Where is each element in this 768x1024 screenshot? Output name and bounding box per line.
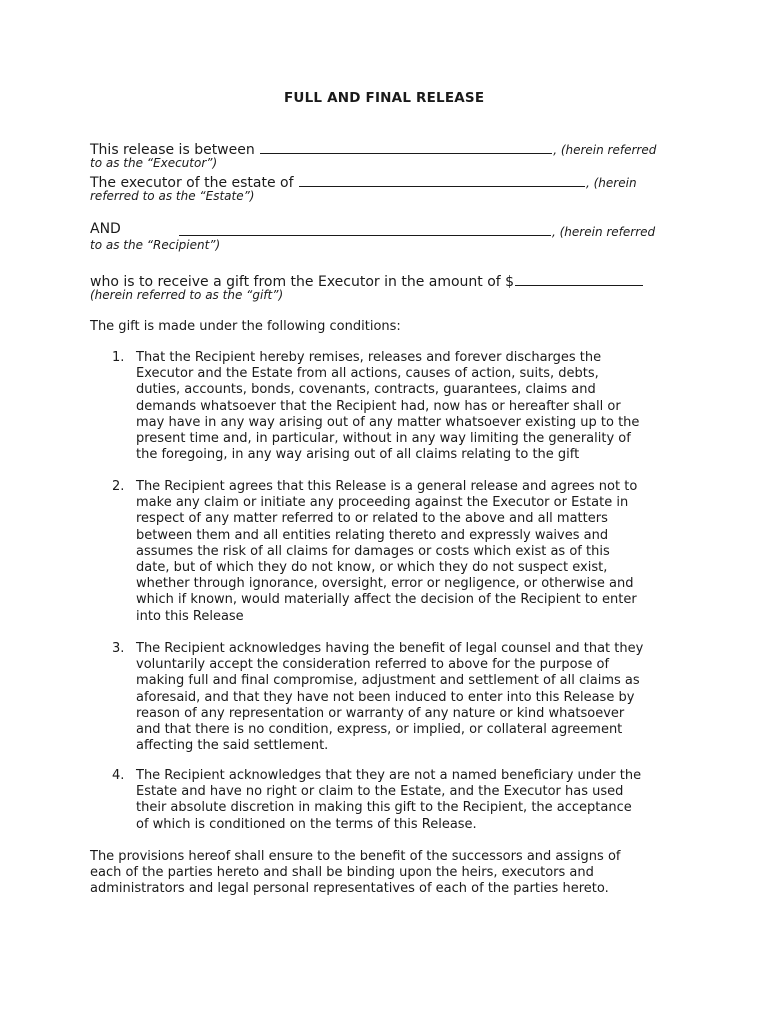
clause-line: assumes the risk of all claims for damages or costs which exist as of this [136, 543, 610, 559]
closing-paragraph [90, 849, 620, 898]
estate-suffix: , (herein [586, 176, 637, 190]
clause-line: aforesaid, and that they have not been induced to enter into this Release by [136, 689, 635, 705]
clause-line: That the Recipient hereby remises, releases and forever discharges the [136, 350, 602, 365]
clause-line: demands whatsoever that the Recipient had, now has or hereafter shall or [136, 398, 621, 414]
estate-note: referred to as the “Estate”) [90, 189, 255, 203]
clause-line: date, but of which they do not know, or which they do not suspect exist, [136, 560, 608, 576]
executor-intro: This release is between [90, 142, 255, 158]
clause-line: The Recipient agrees that this Release is a general release and agrees not to [136, 479, 638, 494]
estate-name-blank[interactable] [299, 172, 585, 187]
recipient-line [178, 221, 655, 240]
recipient-note: to as the “Recipient”) [90, 238, 221, 252]
gift-note: (herein referred to as the “gift”) [90, 288, 284, 302]
closing-line: each of the parties hereto and shall be binding upon the heirs, executors and [90, 865, 594, 881]
clause-line: make any claim or initiate any proceeding against the Executor or Estate in [136, 495, 629, 511]
clause-line: into this Release [136, 608, 244, 624]
clause-line: respect of any matter referred to or related to the above and all matters [136, 511, 608, 527]
clause-line: which if known, would materially affect the decision of the Recipient to enter [136, 592, 637, 608]
clause-text [136, 768, 688, 833]
clause-number: 3. [112, 641, 125, 656]
clause-line: their absolute discretion in making this gift to the Recipient, the acceptance [136, 800, 632, 816]
clause-line: The Recipient acknowledges having the benefit of legal counsel and that they [136, 641, 644, 656]
clause-number: 1. [112, 350, 125, 365]
executor-note: to as the “Executor”) [90, 156, 218, 170]
clause-line: The Recipient acknowledges that they are not a named beneficiary under the [136, 768, 642, 783]
clause-line: the foregoing, in any way arising out of all claims relating to the gift [136, 447, 580, 463]
conditions-intro: The gift is made under the following conditions: [90, 319, 401, 334]
recipient-intro: AND [90, 221, 121, 237]
gift-intro: who is to receive a gift from the Executor in the amount of $ [90, 274, 515, 290]
estate-intro: The executor of the estate of [90, 175, 294, 191]
clause-line: of which is conditioned on the terms of this Release. [136, 816, 477, 832]
executor-suffix: , (herein referred [553, 143, 657, 157]
recipient-name-blank[interactable] [179, 221, 551, 236]
clause-line: between them and all entities relating thereto and expressly waives and [136, 527, 609, 543]
clause-line: Estate and have no right or claim to the Estate, and the Executor has used [136, 784, 624, 800]
clause-line: may have in any way arising out of any matter whatsoever existing up to the [136, 414, 640, 430]
clause-line: voluntarily accept the consideration referred to above for the purpose of [136, 657, 610, 673]
clause-line: affecting the said settlement. [136, 738, 329, 754]
clause-line: and that there is no condition, express, or implied, or collateral agreement [136, 722, 623, 738]
recipient-suffix: , (herein referred [552, 225, 656, 239]
clause-line: making full and final compromise, adjustment and settlement of all claims as [136, 673, 640, 689]
clause-number: 4. [112, 768, 125, 783]
clause-text [136, 641, 688, 754]
clause-line: duties, accounts, bonds, covenants, contracts, guarantees, claims and [136, 382, 596, 398]
clause-text [136, 479, 688, 625]
clause-number: 2. [112, 479, 125, 494]
closing-line: The provisions hereof shall ensure to the benefit of the successors and assigns of [90, 849, 621, 864]
document-title: FULL AND FINAL RELEASE [284, 90, 485, 106]
executor-name-blank[interactable] [260, 139, 552, 154]
gift-amount-blank[interactable] [515, 271, 643, 286]
clause-text [136, 350, 688, 463]
clause-line: reason of any representation or warranty of any nature or kind whatsoever [136, 705, 625, 721]
clause-line: whether through ignorance, oversight, error or negligence, or otherwise and [136, 576, 634, 592]
closing-line: administrators and legal personal representatives of each of the parties hereto. [90, 881, 609, 897]
clause-line: present time and, in particular, without in any way limiting the generality of [136, 431, 631, 447]
clause-line: Executor and the Estate from all actions, causes of action, suits, debts, [136, 366, 599, 382]
